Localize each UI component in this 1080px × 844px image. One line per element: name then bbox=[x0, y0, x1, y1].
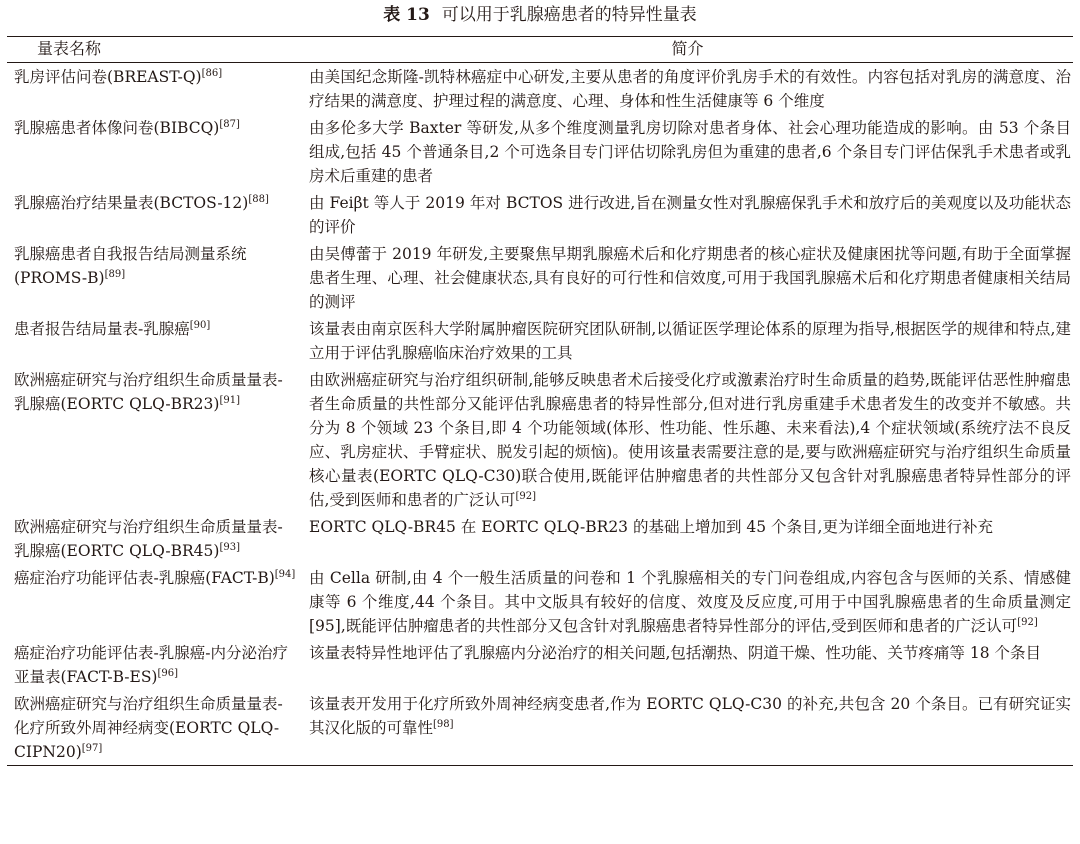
scale-description-reference: [92] bbox=[515, 491, 536, 502]
scale-description: 由 Feiβt 等人于 2019 年对 BCTOS 进行改进,旨在测量女性对乳腺癌保乳手术和放疗后的美观度以及功能状态的评价 bbox=[309, 194, 1071, 236]
scale-description: 由欧洲癌症研究与治疗组织研制,能够反映患者术后接受化疗或激素治疗时生命质量的趋势,既能评估恶性肿瘤患者生命质量的共性部分又能评估乳腺癌患者的特异性部分,但对进行乳房重建手术患者发生的改变并不敏感。共分为 8 个领域 23 个条目,即 4 个功能领域(体形、性功能、性乐趣、未来看法),4 个症状领域(系统疗法不良反应、乳房症状、手臂症状、脱发引起的烦恼)。使用该量表需要注意的是,要与欧洲癌症研究与治疗组织生命质量核心量表(EORTC QLQ-C30)联合使用,既能评估肿瘤患者的共性部分又包含针对乳腺癌患者特异性部分的评估,受到医师和患者的广泛认可 bbox=[309, 371, 1071, 509]
scale-name-reference: [91] bbox=[219, 395, 240, 406]
table-caption bbox=[0, 2, 1080, 28]
scale-name: 乳腺癌治疗结果量表(BCTOS-12) bbox=[14, 194, 249, 212]
table-row bbox=[7, 63, 1073, 115]
table-row bbox=[7, 639, 1073, 690]
scale-name: 癌症治疗功能评估表-乳腺癌-内分泌治疗亚量表(FACT-B-ES) bbox=[14, 644, 288, 686]
scale-name-reference: [97] bbox=[81, 743, 103, 754]
scale-description: 该量表开发用于化疗所致外周神经病变患者,作为 EORTC QLQ-C30 的补充,共包含 20 个条目。已有研究证实其汉化版的可靠性 bbox=[309, 695, 1071, 737]
scale-name-reference: [89] bbox=[104, 269, 126, 280]
scale-name-reference: [88] bbox=[248, 194, 269, 205]
scale-name: 乳腺癌患者体像问卷(BIBCQ) bbox=[14, 119, 220, 137]
scale-description: 由吴傅蕾于 2019 年研发,主要聚焦早期乳腺癌术后和化疗期患者的核心症状及健康困扰等问题,有助于全面掌握患者生理、心理、社会健康状态,具有良好的可行性和信效度,可用于我国乳腺癌术后和化疗期患者健康相关结局的测评 bbox=[309, 245, 1071, 311]
scale-description-reference: [92] bbox=[1017, 617, 1038, 628]
scale-name: 患者报告结局量表-乳腺癌 bbox=[14, 320, 190, 338]
scale-name-reference: [94] bbox=[274, 569, 296, 580]
caption-title: 可以用于乳腺癌患者的特异性量表 bbox=[441, 5, 697, 25]
table-row bbox=[7, 513, 1073, 564]
table-row bbox=[7, 240, 1073, 315]
scale-description-cell bbox=[302, 189, 1073, 240]
scale-description-cell bbox=[302, 366, 1073, 513]
table-header-row bbox=[7, 37, 1073, 63]
scale-description: 该量表由南京医科大学附属肿瘤医院研究团队研制,以循证医学理论体系的原理为指导,根据医学的规律和特点,建立用于评估乳腺癌临床治疗效果的工具 bbox=[309, 320, 1071, 362]
scale-name-reference: [87] bbox=[219, 119, 240, 130]
scale-name: 欧洲癌症研究与治疗组织生命质量量表-化疗所致外周神经病变(EORTC QLQ-CIPN20) bbox=[14, 695, 283, 761]
table-row bbox=[7, 315, 1073, 366]
scale-name: 欧洲癌症研究与治疗组织生命质量量表-乳腺癌(EORTC QLQ-BR23) bbox=[14, 371, 283, 413]
scale-name-reference: [93] bbox=[219, 542, 240, 553]
scale-name-cell bbox=[7, 513, 302, 564]
scale-description: 由多伦多大学 Baxter 等研发,从多个维度测量乳房切除对患者身体、社会心理功能造成的影响。由 53 个条目组成,包括 45 个普通条目,2 个可选条目专门评估切除乳房但为重建的患者,6 个条目专门评估保乳手术患者或乳房术后重建的患者 bbox=[309, 119, 1071, 185]
scale-name-cell bbox=[7, 114, 302, 189]
scale-name: 乳腺癌患者自我报告结局测量系统(PROMS-B) bbox=[14, 245, 247, 287]
caption-label: 表 13 bbox=[383, 5, 430, 25]
table-row bbox=[7, 114, 1073, 189]
table-row bbox=[7, 690, 1073, 766]
scale-description: EORTC QLQ-BR45 在 EORTC QLQ-BR23 的基础上增加到 45 个条目,更为详细全面地进行补充 bbox=[309, 518, 993, 536]
scale-description-cell bbox=[302, 114, 1073, 189]
scale-description: 由 Cella 研制,由 4 个一般生活质量的问卷和 1 个乳腺癌相关的专门问卷组成,内容包含与医师的关系、情感健康等 6 个维度,44 个条目。其中文版具有较好的信度、效度及反应度,可用于中国乳腺癌患者的生命质量测定[95],既能评估肿瘤患者的共性部分又包含针对乳腺癌患者特异性部分的评估,受到医师和患者的广泛认可 bbox=[309, 569, 1071, 635]
scale-description-cell bbox=[302, 639, 1073, 690]
scales-table bbox=[7, 36, 1073, 766]
scale-description: 该量表特异性地评估了乳腺癌内分泌治疗的相关问题,包括潮热、阴道干燥、性功能、关节疼痛等 18 个条目 bbox=[309, 644, 1042, 662]
scale-description-cell bbox=[302, 564, 1073, 639]
scale-name: 乳房评估问卷(BREAST-Q) bbox=[14, 68, 202, 86]
column-header-name: 量表名称 bbox=[7, 37, 302, 63]
scale-name-cell bbox=[7, 315, 302, 366]
table-row bbox=[7, 564, 1073, 639]
scale-description: 由美国纪念斯隆-凯特林癌症中心研发,主要从患者的角度评价乳房手术的有效性。内容包括对乳房的满意度、治疗结果的满意度、护理过程的满意度、心理、身体和性生活健康等 6 个维度 bbox=[309, 68, 1071, 110]
scale-name: 癌症治疗功能评估表-乳腺癌(FACT-B) bbox=[14, 569, 275, 587]
scale-name-cell bbox=[7, 639, 302, 690]
table-row bbox=[7, 366, 1073, 513]
scale-description-cell bbox=[302, 240, 1073, 315]
scale-name-reference: [86] bbox=[201, 68, 223, 79]
scale-description-cell bbox=[302, 690, 1073, 766]
table-row bbox=[7, 189, 1073, 240]
scale-name-reference: [90] bbox=[189, 320, 211, 331]
column-header-intro: 简介 bbox=[302, 37, 1073, 63]
scale-name-cell bbox=[7, 366, 302, 513]
scale-name-cell bbox=[7, 240, 302, 315]
scale-description-reference: [98] bbox=[433, 719, 454, 730]
table-body bbox=[7, 63, 1073, 766]
scale-name-cell bbox=[7, 690, 302, 766]
scale-name: 欧洲癌症研究与治疗组织生命质量量表-乳腺癌(EORTC QLQ-BR45) bbox=[14, 518, 283, 560]
scale-description-cell bbox=[302, 315, 1073, 366]
scale-name-reference: [96] bbox=[157, 668, 179, 679]
scale-description-cell bbox=[302, 513, 1073, 564]
scale-name-cell bbox=[7, 189, 302, 240]
scale-name-cell bbox=[7, 63, 302, 115]
scale-name-cell bbox=[7, 564, 302, 639]
scale-description-cell bbox=[302, 63, 1073, 115]
